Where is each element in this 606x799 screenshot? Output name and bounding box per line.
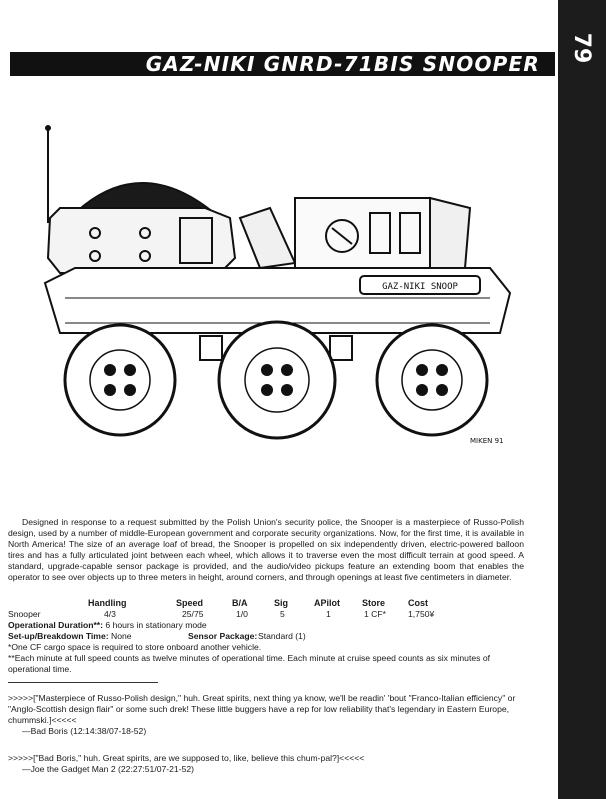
artist-signature: MIKEN 91 (470, 437, 504, 445)
shadowtalk-signature: —Joe the Gadget Man 2 (22:27:51/07-21-52) (22, 764, 194, 775)
stats-header-apilot: APilot (314, 598, 340, 608)
setup-sensor-line (8, 631, 528, 642)
stats-header-store: Store (362, 598, 386, 608)
shadowtalk-post-2 (8, 753, 528, 775)
stats-sig-value: 5 (280, 609, 285, 619)
stats-handling-value: 4/3 (104, 609, 116, 619)
stats-data-row (8, 609, 528, 620)
stats-ba-value: 1/0 (236, 609, 248, 619)
shadowtalk-signature: —Bad Boris (12:14:38/07-18-52) (22, 726, 147, 737)
operational-duration-value: 6 hours in stationary mode (105, 620, 207, 630)
section-divider (8, 682, 158, 683)
stats-header-handling: Handling (88, 598, 127, 608)
shadowtalk-post-1 (8, 693, 528, 737)
stats-apilot-value: 1 (326, 609, 331, 619)
stats-header-speed: Speed (176, 598, 204, 608)
operational-duration-label: Operational Duration**: (8, 620, 104, 630)
vehicle-illustration (30, 118, 530, 453)
footnotes (8, 642, 528, 675)
description-paragraph: Designed in response to a request submitted by the Polish Union's security police, the Snooper is a masterpiece of Russo-Polish design, used by a number of middle-European government and corporate security organizations. Now, for the first time, it is available in North America! The size of an average loaf of bread, the Snooper is propelled on six independently driven, electric-powered balloon tires and has a fully articulated joint between each wheel, which allows it to traverse even the most difficult terrain at good speed. A standard, upgrade-capable sensor package is provided, and the audio/video pickups feature an extending boom that enables the operator to see over objects up to three meters in height, around corners, and through openings at least five centimeters in diameter. (8, 517, 524, 583)
footnote-duration: **Each minute at full speed counts as twelve minutes of operational time. Each minute at cruise speed counts as six minutes of operational time. (8, 653, 490, 675)
vehicle-plate-label: GAZ-NIKI SNOOP (382, 282, 458, 292)
page-title: GAZ-NIKI GNRD-71BIS SNOOPER (145, 52, 540, 76)
stats-header-cost: Cost (408, 598, 428, 608)
setup-time-label: Set-up/Breakdown Time: (8, 631, 109, 641)
footnote-cargo: *One CF cargo space is required to store onboard another vehicle. (8, 642, 262, 652)
page-edge-tab (558, 0, 606, 799)
shadowtalk-text: >>>>>["Bad Boris," huh. Great spirits, are we supposed to, like, believe this chum-pal?]<<<<< (8, 753, 365, 763)
stats-store-value: 1 CF* (364, 609, 386, 619)
page-number: 79 (569, 32, 595, 64)
sensor-package-label: Sensor Package: (188, 631, 258, 641)
setup-time-value: None (111, 631, 132, 641)
stats-cost-value: 1,750¥ (408, 609, 435, 619)
stats-header-sig: Sig (274, 598, 289, 608)
operational-duration-line (8, 620, 528, 631)
stats-vehicle-name: Snooper (8, 609, 41, 619)
sensor-package-value: Standard (1) (258, 631, 306, 641)
shadowtalk-text: >>>>>["Masterpiece of Russo-Polish design," huh. Great spirits, next thing ya know, we'll be readin' 'bout "Franco-Italian efficiency" or "Anglo-Scottish design flair" or some such drek! These little buggers have a rep for low reliability that's legendary in Eastern Europe, chummski.]<<<<< (8, 693, 516, 726)
stats-speed-value: 25/75 (182, 609, 204, 619)
stats-header-ba: B/A (232, 598, 248, 608)
